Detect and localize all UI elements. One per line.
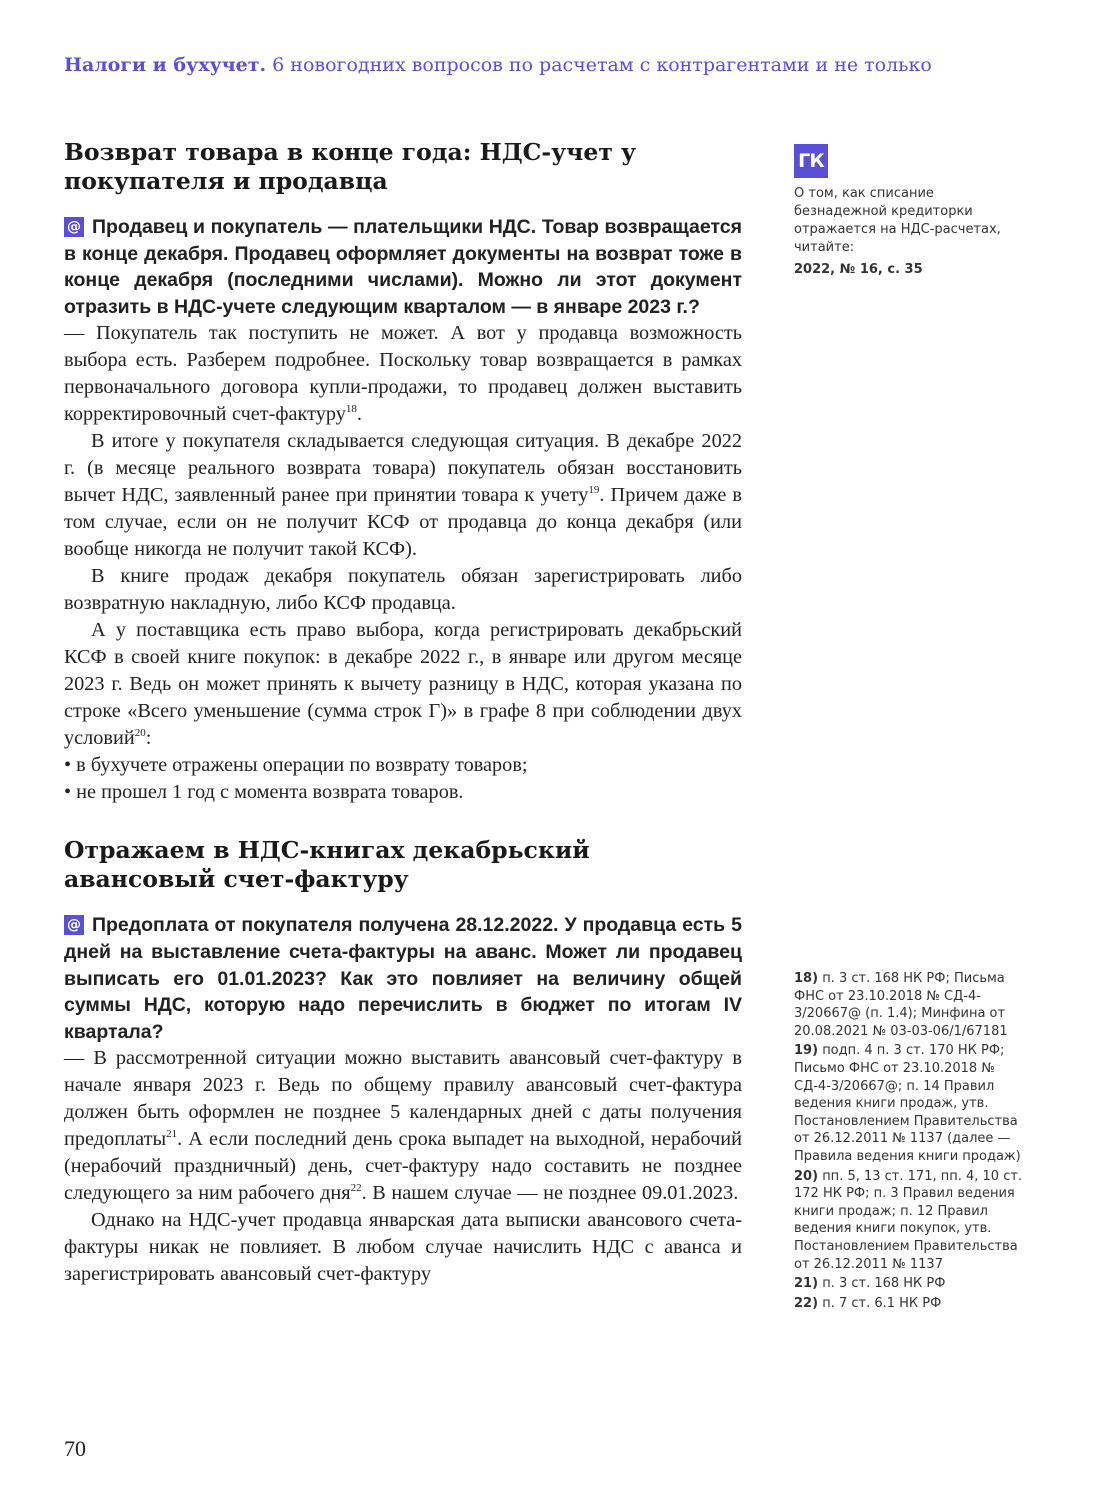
footnote-item xyxy=(794,1295,1024,1313)
bullet-item: • в бухучете отражены операции по возврату товаров; xyxy=(64,752,742,779)
footnote-number: 18) xyxy=(794,971,819,986)
main-column xyxy=(64,138,742,1288)
footnotes xyxy=(794,970,1024,1314)
answer-text-end: . В нашем случае — не позднее 09.01.2023. xyxy=(361,1182,739,1205)
bullet-item: • не прошел 1 год с момента возврата товаров. xyxy=(64,779,742,806)
section-1-paragraph-2 xyxy=(64,428,742,563)
sidebar-note xyxy=(794,185,1024,279)
section-2-question-text: Предоплата от покупателя получена 28.12.2022. У продавца есть 5 дней на выставление счета-фактуры на аванс. Может ли продавец выписать его 01.01.2023? Как это повлияет на величину общей суммы НДС, которую надо перечислить в бюджет по итогам IV квартала? xyxy=(64,914,742,1043)
footnote-number: 20) xyxy=(794,1168,819,1184)
footnote-item xyxy=(794,1275,1024,1293)
section-2-question xyxy=(64,912,742,1045)
gk-logo-icon: ГК xyxy=(794,144,828,178)
footnote-item xyxy=(794,1042,1024,1165)
footnote-text: п. 3 ст. 168 НК РФ xyxy=(822,1276,946,1292)
question-at-icon: @ xyxy=(64,915,84,935)
paragraph-text-end: : xyxy=(145,727,152,750)
question-at-icon: @ xyxy=(64,217,84,237)
answer-text: — В рассмотренной ситуации можно выставить авансовый счет-фактуру в начале января 2023 г. Ведь по общему правилу авансовый счет-фактура должен быть оформлен не позднее 5 календарных дней с даты получения предоплаты xyxy=(64,1047,742,1151)
section-2-answer xyxy=(64,1045,742,1207)
footnote-text: подп. 4 п. 3 ст. 170 НК РФ; Письмо ФНС от 23.10.2018 № СД-4-3/20667@; п. 14 Правил ведения книги продаж, утв. Постановлением Правительства от 26.12.2011 № 1137 (далее — Правила ведения книги продаж) xyxy=(794,1043,1021,1164)
footnote-ref-21: 21 xyxy=(166,1128,178,1141)
running-head-title: 6 новогодних вопросов по расчетам с контрагентами и не только xyxy=(272,54,932,76)
footnote-text: пп. 5, 13 ст. 171, пп. 4, 10 ст. 172 НК РФ; п. 3 Правил ведения книги продаж; п. 12 Правил ведения книги покупок, утв. Постановлением Правительства от 26.12.2011 № 1137 xyxy=(794,1168,1023,1272)
answer-text-end: . xyxy=(356,403,362,426)
answer-text: . А если последний день срока выпадет на выходной, нерабочий (нерабочий праздничный) день, счет-фактуру надо составить не позднее следующего за ним рабочего дня xyxy=(64,1128,742,1205)
paragraph-text-end: . Причем даже в том случае, если он не получит КСФ от продавца до конца декабря (или вообще никогда не получит такой КСФ). xyxy=(64,484,742,561)
section-2 xyxy=(64,836,742,1288)
footnote-item xyxy=(794,1168,1024,1274)
footnote-number: 22) xyxy=(794,1295,819,1311)
footnote-ref-19: 19 xyxy=(588,484,600,497)
sidebar-note-reference: 2022, № 16, с. 35 xyxy=(794,262,923,277)
footnote-ref-18: 18 xyxy=(345,403,357,416)
section-1-answer xyxy=(64,320,742,428)
section-2-paragraph-2: Однако на НДС-учет продавца январская дата выписки авансового счета-фактуры никак не повлияет. В любом случае начислить НДС с аванса и зарегистрировать авансовый счет-фактуру xyxy=(64,1209,742,1286)
paragraph-text: А у поставщика есть право выбора, когда регистрировать декабрьский КСФ в своей книге покупок: в декабре 2022 г., в январе или другом месяце 2023 г. Ведь он может принять к вычету разницу в НДС, которая указана по строке «Всего уменьшение (сумма строк Г)» в графе 8 при соблюдении двух условий xyxy=(64,619,742,750)
section-1-question-text: Продавец и покупатель — плательщики НДС. Товар возвращается в конце декабря. Продавец оформляет документы на возврат тоже в конце декабря (последними числами). Можно ли этот документ отразить в НДС-учете следующим кварталом — в январе 2023 г.? xyxy=(64,216,742,318)
page-number: 70 xyxy=(64,1436,86,1461)
footnote-item xyxy=(794,970,1024,1040)
section-1-question xyxy=(64,214,742,320)
footnote-ref-20: 20 xyxy=(134,727,146,740)
footnote-number: 21) xyxy=(794,1276,819,1292)
running-head xyxy=(64,54,1064,76)
section-2-title: Отражаем в НДС-книгах декабрьский авансовый счет-фактуру xyxy=(64,836,590,894)
footnote-ref-22: 22 xyxy=(350,1182,362,1195)
running-head-rubric: Налоги и бухучет. xyxy=(64,54,267,76)
section-1-title: Возврат товара в конце года: НДС-учет у покупателя и продавца xyxy=(64,138,637,195)
footnote-text: п. 3 ст. 168 НК РФ; Письма ФНС от 23.10.2018 № СД-4-3/20667@ (п. 1.4); Минфина от 20.08.2021 № 03-03-06/1/67181 xyxy=(794,971,1008,1039)
answer-text: — Покупатель так поступить не может. А вот у продавца возможность выбора есть. Разберем подробнее. Поскольку товар возвращается в рамках первоначального договора купли-продажи, то продавец должен выставить корректировочный счет-фактуру xyxy=(64,322,742,426)
section-1-paragraph-4 xyxy=(64,617,742,752)
paragraph-text: В итоге у покупателя складывается следующая ситуация. В декабре 2022 г. (в месяце реального возврата товара) покупатель обязан восстановить вычет НДС, заявленный ранее при принятии товара к учету xyxy=(64,430,742,507)
section-1-paragraph-3: В книге продаж декабря покупатель обязан зарегистрировать либо возвратную накладную, либо КСФ продавца. xyxy=(64,565,742,615)
footnote-text: п. 7 ст. 6.1 НК РФ xyxy=(822,1295,942,1311)
footnote-number: 19) xyxy=(794,1043,819,1059)
sidebar-note-text: О том, как списание безнадежной кредиторки отражается на НДС-расчетах, читайте: xyxy=(794,186,1001,255)
